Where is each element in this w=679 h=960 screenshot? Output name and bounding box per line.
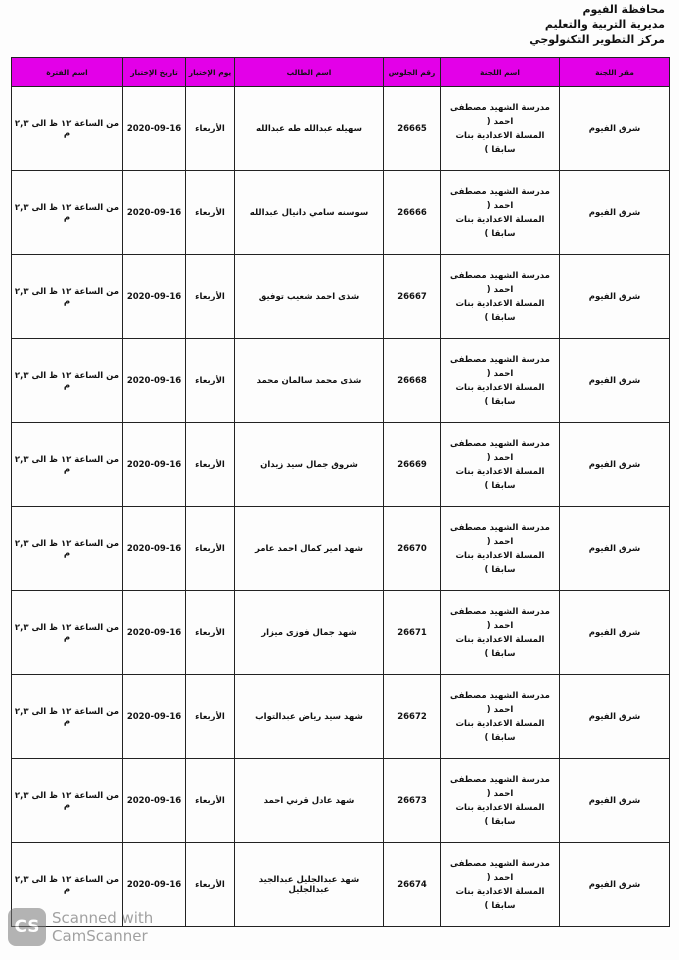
exam-day-cell: الأربعاء	[186, 591, 235, 675]
student-name-cell: شذى احمد شعيب توفيق	[235, 255, 384, 339]
committee-cell	[441, 423, 560, 507]
directorate-title: مديرية التربية والتعليم	[544, 18, 665, 31]
watermark-line1: Scanned with	[52, 909, 154, 927]
camscanner-watermark	[8, 908, 153, 946]
exam-date-cell: 2020-09-16	[123, 255, 186, 339]
column-header-exam-date: تاريخ الإختبار	[123, 58, 186, 87]
table-row	[12, 87, 670, 171]
committee-cell	[441, 759, 560, 843]
exam-date-cell: 2020-09-16	[123, 339, 186, 423]
exam-date-cell: 2020-09-16	[123, 507, 186, 591]
committee-line: المسلة الاعدادية بنات سابقا )	[455, 886, 545, 911]
seat-number-cell: 26668	[384, 339, 441, 423]
period-cell: من الساعة ١٢ ظ الى ٢,٣ م	[12, 255, 123, 339]
hq-cell: شرق الفيوم	[560, 675, 670, 759]
seat-number-cell: 26667	[384, 255, 441, 339]
committee-cell	[441, 675, 560, 759]
seat-number-cell: 26669	[384, 423, 441, 507]
exam-date-cell: 2020-09-16	[123, 423, 186, 507]
column-header-student-name: اسم الطالب	[235, 58, 384, 87]
hq-cell: شرق الفيوم	[560, 759, 670, 843]
committee-line: مدرسة الشهيد مصطفى احمد (	[450, 270, 550, 295]
watermark-line2: CamScanner	[52, 927, 148, 945]
exam-date-cell: 2020-09-16	[123, 87, 186, 171]
committee-cell	[441, 255, 560, 339]
student-name-cell: شهد عادل قرني احمد	[235, 759, 384, 843]
committee-line: مدرسة الشهيد مصطفى احمد (	[450, 774, 550, 799]
period-cell: من الساعة ١٢ ظ الى ٢,٣ م	[12, 591, 123, 675]
document-header	[529, 2, 665, 47]
period-cell: من الساعة ١٢ ظ الى ٢,٣ م	[12, 507, 123, 591]
committee-line: مدرسة الشهيد مصطفى احمد (	[450, 858, 550, 883]
committee-cell	[441, 171, 560, 255]
exam-day-cell: الأربعاء	[186, 87, 235, 171]
exam-day-cell: الأربعاء	[186, 339, 235, 423]
seat-number-cell: 26670	[384, 507, 441, 591]
committee-cell	[441, 591, 560, 675]
hq-cell: شرق الفيوم	[560, 591, 670, 675]
period-cell: من الساعة ١٢ ظ الى ٢,٣ م	[12, 675, 123, 759]
hq-cell: شرق الفيوم	[560, 255, 670, 339]
seat-number-cell: 26665	[384, 87, 441, 171]
table-row	[12, 171, 670, 255]
table-row	[12, 675, 670, 759]
exam-date-cell: 2020-09-16	[123, 759, 186, 843]
hq-cell: شرق الفيوم	[560, 339, 670, 423]
table-row	[12, 591, 670, 675]
committee-line: المسلة الاعدادية بنات سابقا )	[455, 382, 545, 407]
table-row	[12, 423, 670, 507]
committee-line: مدرسة الشهيد مصطفى احمد (	[450, 102, 550, 127]
student-name-cell: شهد جمال فوزى ميزار	[235, 591, 384, 675]
exam-day-cell: الأربعاء	[186, 507, 235, 591]
student-name-cell: شذى محمد سالمان محمد	[235, 339, 384, 423]
exam-day-cell: الأربعاء	[186, 423, 235, 507]
hq-cell: شرق الفيوم	[560, 507, 670, 591]
committee-line: المسلة الاعدادية بنات سابقا )	[455, 718, 545, 743]
exam-schedule-table	[11, 57, 670, 927]
committee-cell	[441, 843, 560, 927]
camscanner-logo-icon: CS	[8, 908, 46, 946]
committee-line: المسلة الاعدادية بنات سابقا )	[455, 550, 545, 575]
center-title: مركز التطوير التكنولوجي	[529, 33, 665, 46]
period-cell: من الساعة ١٢ ظ الى ٢,٣ م	[12, 87, 123, 171]
committee-cell	[441, 87, 560, 171]
exam-date-cell: 2020-09-16	[123, 171, 186, 255]
hq-cell: شرق الفيوم	[560, 423, 670, 507]
column-header-exam-day: يوم الإختبار	[186, 58, 235, 87]
table-row	[12, 255, 670, 339]
column-header-hq: مقر اللجنة	[560, 58, 670, 87]
seat-number-cell: 26672	[384, 675, 441, 759]
committee-line: مدرسة الشهيد مصطفى احمد (	[450, 690, 550, 715]
student-name-cell: سهيله عبدالله طه عبدالله	[235, 87, 384, 171]
student-name-cell: شهد عبدالجليل عبدالجيد عبدالجليل	[235, 843, 384, 927]
exam-date-cell: 2020-09-16	[123, 591, 186, 675]
exam-date-cell: 2020-09-16	[123, 843, 186, 927]
committee-line: مدرسة الشهيد مصطفى احمد (	[450, 522, 550, 547]
hq-cell: شرق الفيوم	[560, 843, 670, 927]
table-row	[12, 507, 670, 591]
committee-line: المسلة الاعدادية بنات سابقا )	[455, 214, 545, 239]
committee-line: المسلة الاعدادية بنات سابقا )	[455, 130, 545, 155]
committee-line: المسلة الاعدادية بنات سابقا )	[455, 802, 545, 827]
seat-number-cell: 26666	[384, 171, 441, 255]
period-cell: من الساعة ١٢ ظ الى ٢,٣ م	[12, 171, 123, 255]
exam-day-cell: الأربعاء	[186, 843, 235, 927]
committee-line: مدرسة الشهيد مصطفى احمد (	[450, 354, 550, 379]
seat-number-cell: 26673	[384, 759, 441, 843]
period-cell: من الساعة ١٢ ظ الى ٢,٣ م	[12, 843, 123, 927]
seat-number-cell: 26674	[384, 843, 441, 927]
period-cell: من الساعة ١٢ ظ الى ٢,٣ م	[12, 759, 123, 843]
committee-cell	[441, 507, 560, 591]
hq-cell: شرق الفيوم	[560, 87, 670, 171]
student-name-cell: شهد سيد رياض عبدالتواب	[235, 675, 384, 759]
student-name-cell: شروق جمال سيد زيدان	[235, 423, 384, 507]
period-cell: من الساعة ١٢ ظ الى ٢,٣ م	[12, 339, 123, 423]
exam-day-cell: الأربعاء	[186, 759, 235, 843]
committee-line: المسلة الاعدادية بنات سابقا )	[455, 466, 545, 491]
table-row	[12, 339, 670, 423]
period-cell: من الساعة ١٢ ظ الى ٢,٣ م	[12, 423, 123, 507]
governorate-title: محافظة الفيوم	[582, 3, 665, 16]
exam-day-cell: الأربعاء	[186, 255, 235, 339]
hq-cell: شرق الفيوم	[560, 171, 670, 255]
committee-line: مدرسة الشهيد مصطفى احمد (	[450, 438, 550, 463]
table-header-row	[12, 58, 670, 87]
exam-date-cell: 2020-09-16	[123, 675, 186, 759]
exam-day-cell: الأربعاء	[186, 171, 235, 255]
student-name-cell: سوسنه سامي دانيال عبدالله	[235, 171, 384, 255]
column-header-seat: رقم الجلوس	[384, 58, 441, 87]
committee-line: مدرسة الشهيد مصطفى احمد (	[450, 606, 550, 631]
student-name-cell: شهد امير كمال احمد عامر	[235, 507, 384, 591]
committee-line: مدرسة الشهيد مصطفى احمد (	[450, 186, 550, 211]
committee-line: المسلة الاعدادية بنات سابقا )	[455, 298, 545, 323]
committee-cell	[441, 339, 560, 423]
committee-line: المسلة الاعدادية بنات سابقا )	[455, 634, 545, 659]
table-row	[12, 759, 670, 843]
column-header-committee: اسم اللجنة	[441, 58, 560, 87]
column-header-period: اسم الفترة	[12, 58, 123, 87]
exam-day-cell: الأربعاء	[186, 675, 235, 759]
seat-number-cell: 26671	[384, 591, 441, 675]
